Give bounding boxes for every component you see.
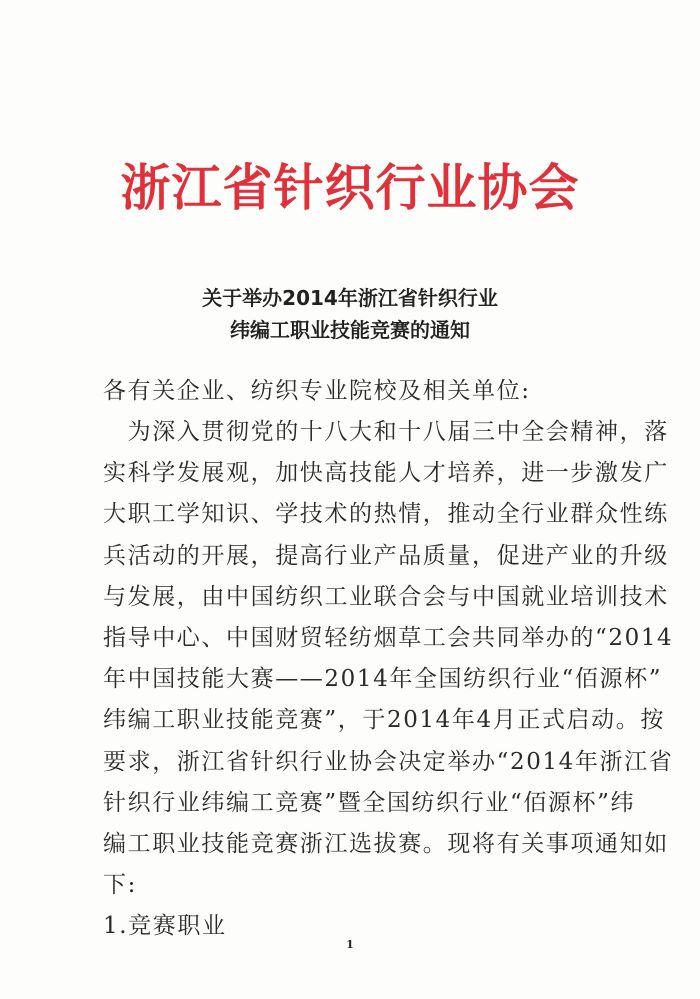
page-number: 1 [346,938,354,951]
body-line: 兵活动的开展，提高行业产品质量，促进产业的升级 [103,542,669,569]
body-line: 为深入贯彻党的十八大和十八届三中全会精神，落 [103,419,669,445]
body-line: 编工职业技能竞赛浙江选拔赛。现将有关事项通知如 [103,831,669,857]
body-line: 下: [103,872,137,899]
body-line: 要求，浙江省针织行业协会决定举办“2014年浙江省 [103,748,674,775]
document-title-line-1: 关于举办2014年浙江省针织行业 [202,286,498,310]
body-line: 1.竞赛职业 [103,913,227,940]
body-line: 指导中心、中国财贸轻纺烟草工会共同举办的“2014 [103,625,674,651]
body-line: 大职工学知识、学技术的热情，推动全行业群众性练 [103,501,669,528]
body-line: 纬编工职业技能竞赛”，于2014年4月正式启动。按 [103,707,665,734]
body-line: 与发展，由中国纺织工业联合会与中国就业培训技术 [103,583,669,610]
body-line: 实科学发展观，加快高技能人才培养，进一步激发广 [103,460,669,487]
organization-header: 浙江省针织行业协会 [120,158,580,217]
salutation: 各有关企业、纺织专业院校及相关单位: [103,378,531,404]
body-line: 年中国技能大赛——2014年全国纺织行业“佰源杯” [103,666,663,693]
document-title-line-2: 纬编工职业技能竞赛的通知 [230,318,470,342]
body-line: 针织行业纬编工竞赛”暨全国纺织行业“佰源杯”纬 [103,789,636,816]
